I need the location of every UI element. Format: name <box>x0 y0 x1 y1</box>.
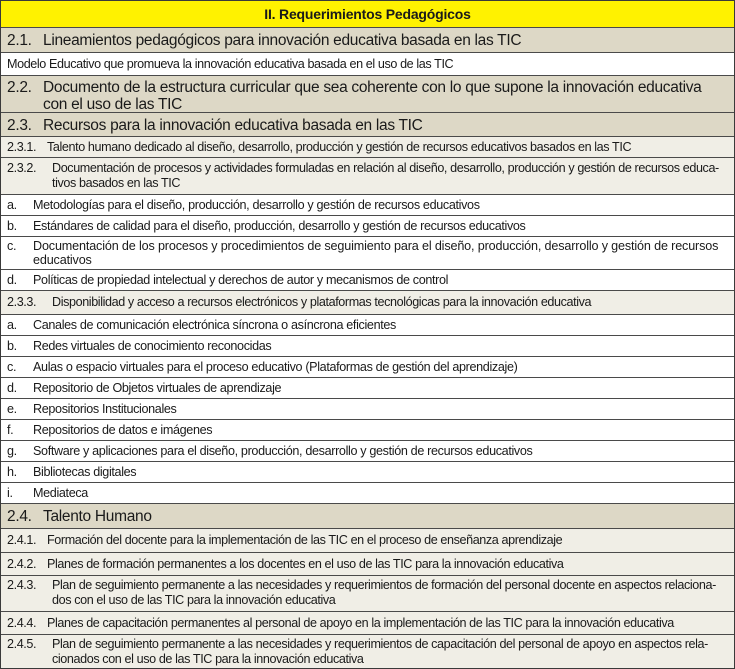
table-title: II. Requerimientos Pedagógicos <box>264 6 471 22</box>
list-item-2-3-2-a <box>1 194 734 215</box>
subitem-number: 2.4.1. <box>7 533 37 547</box>
item-text: Repositorio de Objetos virtuales de aprendizaje <box>33 381 282 395</box>
item-letter: f. <box>7 423 14 437</box>
section-text: Talento Humano <box>43 508 152 525</box>
list-item-2-3-3-e <box>1 398 734 419</box>
subitem-row-2-4-2 <box>1 552 734 575</box>
item-letter: d. <box>7 381 17 395</box>
item-letter: g. <box>7 444 17 458</box>
section-text: Lineamientos pedagógicos para innovación educativa basada en las TIC <box>43 32 522 49</box>
section-text: Recursos para la innovación educativa basada en las TIC <box>43 117 423 134</box>
subitem-row-2-4-1 <box>1 528 734 552</box>
section-number: 2.1. <box>7 32 32 49</box>
list-item-2-3-2-b <box>1 215 734 236</box>
subitem-number: 2.4.2. <box>7 557 37 571</box>
list-item-2-3-3-a <box>1 314 734 335</box>
item-text: Repositorios Institucionales <box>33 402 177 416</box>
subitem-row-2-4-4 <box>1 611 734 634</box>
item-text: Documentación de los procesos y procedimientos de seguimiento para el diseño, producción, desarrollo y gestión de recursos educativos <box>33 239 719 267</box>
item-letter: a. <box>7 198 17 212</box>
item-letter: c. <box>7 239 17 253</box>
list-item-2-3-3-g <box>1 440 734 461</box>
item-letter: a. <box>7 318 17 332</box>
item-letter: e. <box>7 402 17 416</box>
item-letter: i. <box>7 486 13 500</box>
section-row-2-4 <box>1 503 734 528</box>
subitem-number: 2.3.1. <box>7 140 37 154</box>
section-number: 2.4. <box>7 508 32 525</box>
item-text: Canales de comunicación electrónica síncrona o asíncrona eficientes <box>33 318 396 332</box>
item-letter: d. <box>7 273 17 287</box>
subitem-row-2-3-3 <box>1 290 734 314</box>
item-text: Aulas o espacio virtuales para el proceso educativo (Plataformas de gestión del aprendizaje) <box>33 360 518 374</box>
list-item-2-3-3-h <box>1 461 734 482</box>
list-item-2-3-3-d <box>1 377 734 398</box>
list-item-2-3-3-b <box>1 335 734 356</box>
subitem-row-2-3-2 <box>1 157 734 194</box>
subitem-row-2-4-3 <box>1 575 734 611</box>
subitem-row-2-4-5 <box>1 634 734 668</box>
item-text: Software y aplicaciones para el diseño, producción, desarrollo y gestión de recursos educativos <box>33 444 533 458</box>
item-text: Estándares de calidad para el diseño, producción, desarrollo y gestión de recursos educativos <box>33 219 526 233</box>
item-letter: h. <box>7 465 17 479</box>
list-item-2-3-3-i <box>1 482 734 503</box>
item-letter: b. <box>7 219 17 233</box>
subitem-number: 2.3.2. <box>7 161 37 175</box>
section-number: 2.3. <box>7 117 32 134</box>
subitem-text: Plan de seguimiento permanente a las necesidades y requerimientos de formación del personal docente en aspectos relaciona-dos con el uso de las TIC para la innovación educativa <box>52 578 716 607</box>
section-number: 2.2. <box>7 79 32 96</box>
item-text: Bibliotecas digitales <box>33 465 137 479</box>
subitem-number: 2.4.5. <box>7 637 37 651</box>
row-text: Modelo Educativo que promueva la innovación educativa basada en el uso de las TIC <box>7 57 454 71</box>
subitem-text: Disponibilidad y acceso a recursos electrónicos y plataformas tecnológicas para la innovación educativa <box>52 295 592 309</box>
content-row-modelo <box>1 52 734 75</box>
subitem-text: Planes de capacitación permanentes al personal de apoyo en la implementación de las TIC para la innovación educativa <box>47 616 674 630</box>
list-item-2-3-2-c <box>1 236 734 269</box>
subitem-number: 2.4.3. <box>7 578 37 592</box>
subitem-text: Talento humano dedicado al diseño, desarrollo, producción y gestión de recursos educativos basados en las TIC <box>47 140 632 154</box>
list-item-2-3-3-c <box>1 356 734 377</box>
section-row-2-3 <box>1 112 734 136</box>
subitem-text: Documentación de procesos y actividades formuladas en relación al diseño, desarrollo, producción y gestión de recursos educa-tivos basados en las TIC <box>52 161 719 190</box>
item-text: Repositorios de datos e imágenes <box>33 423 213 437</box>
subitem-text: Planes de formación permanentes a los docentes en el uso de las TIC para la innovación educativa <box>47 557 564 571</box>
table-title-row <box>1 1 734 27</box>
list-item-2-3-3-f <box>1 419 734 440</box>
item-text: Políticas de propiedad intelectual y derechos de autor y mecanismos de control <box>33 273 449 287</box>
subitem-text: Formación del docente para la implementación de las TIC en el proceso de enseñanza aprendizaje <box>47 533 563 547</box>
subitem-number: 2.4.4. <box>7 616 37 630</box>
subitem-number: 2.3.3. <box>7 295 37 309</box>
subitem-row-2-3-1 <box>1 136 734 157</box>
item-text: Metodologías para el diseño, producción, desarrollo y gestión de recursos educativos <box>33 198 480 212</box>
list-item-2-3-2-d <box>1 269 734 290</box>
section-text: Documento de la estructura curricular que sea coherente con lo que supone la innovación educativa con el uso de las TIC <box>43 79 702 113</box>
item-text: Redes virtuales de conocimiento reconocidas <box>33 339 272 353</box>
item-text: Mediateca <box>33 486 88 500</box>
item-letter: b. <box>7 339 17 353</box>
section-row-2-1 <box>1 27 734 52</box>
section-row-2-2 <box>1 75 734 112</box>
item-letter: c. <box>7 360 17 374</box>
subitem-text: Plan de seguimiento permanente a las necesidades y requerimientos de capacitación del personal de apoyo en aspectos rela-cionados con el uso de las TIC para la innovación educativa <box>52 637 708 666</box>
